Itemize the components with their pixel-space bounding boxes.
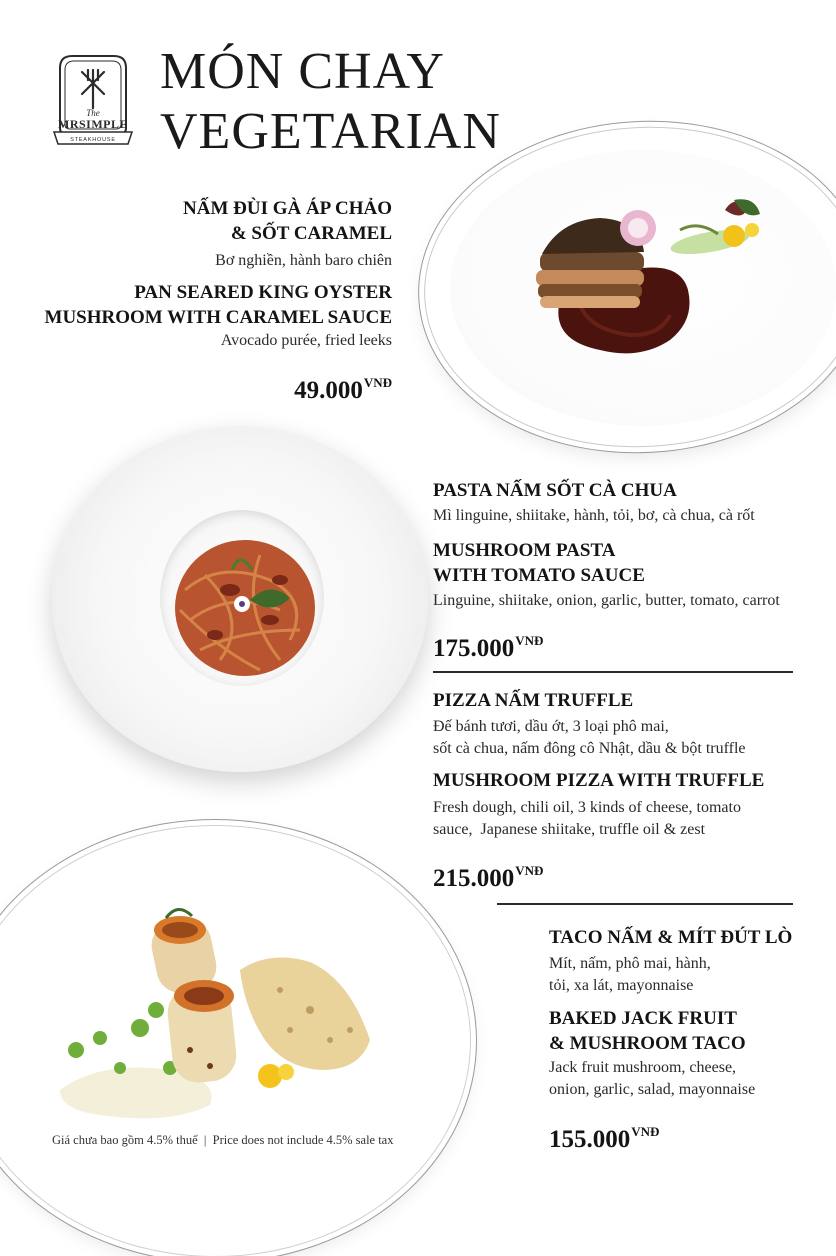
item-4-name-en-line-1: BAKED JACK FRUIT	[549, 1008, 737, 1029]
item-1-name-english	[45, 280, 392, 330]
item-4-price	[549, 1117, 659, 1155]
item-4-description-vietnamese	[549, 953, 711, 997]
item-4-price-value: 155.000	[549, 1126, 631, 1153]
logo-subtitle: STEAKHOUSE	[70, 137, 116, 143]
item-4-description-english	[549, 1057, 755, 1101]
item-1-name-en-line-2: MUSHROOM WITH CARAMEL SAUCE	[44, 307, 392, 328]
mrsimple-logo	[52, 50, 134, 156]
logo-script: The	[86, 108, 100, 118]
item-3-currency: VNĐ	[515, 863, 544, 878]
item-3-price-value: 215.000	[433, 865, 515, 892]
logo-wordmark: MRSIMPLE	[58, 117, 128, 131]
item-3-price	[433, 856, 543, 894]
item-4-desc-vi-line-2: tỏi, xa lát, mayonnaise	[549, 977, 694, 994]
item-4-desc-en-line-2: onion, garlic, salad, mayonnaise	[549, 1081, 756, 1098]
fork-knife-icon	[82, 70, 104, 108]
taco-wrap-2	[165, 980, 239, 1085]
page-title-vietnamese: MÓN CHAY	[160, 43, 445, 100]
tax-footnote: Giá chưa bao gồm 4.5% thuế | Price does not include 4.5% sale tax	[52, 1133, 394, 1147]
item-2-currency: VNĐ	[515, 633, 544, 648]
item-1-name-vi-line-1: NẤM ĐÙI GÀ ÁP CHẢO	[183, 198, 392, 219]
item-2-price-value: 175.000	[433, 635, 515, 662]
item-1-name-en-line-1: PAN SEARED KING OYSTER	[134, 282, 392, 303]
item-4-currency: VNĐ	[631, 1124, 660, 1139]
item-3-desc-vi-line-2: sốt cà chua, nấm đông cô Nhật, dầu & bột truffle	[433, 740, 746, 757]
jackfruit-taco-dish-photo	[60, 900, 390, 1120]
item-3-desc-en-line-1: Fresh dough, chili oil, 3 kinds of cheese, tomato	[433, 799, 741, 816]
item-1-description-vietnamese: Bơ nghiền, hành baro chiên	[215, 252, 392, 269]
item-2-name-vietnamese: PASTA NẤM SỐT CÀ CHUA	[433, 480, 677, 501]
item-4-desc-vi-line-1: Mít, nấm, phô mai, hành,	[549, 955, 711, 972]
item-2-name-en-line-2: WITH TOMATO SAUCE	[433, 565, 645, 586]
item-3-name-english: MUSHROOM PIZZA WITH TRUFFLE	[433, 770, 765, 791]
item-3-desc-vi-line-1: Đế bánh tươi, dầu ớt, 3 loại phô mai,	[433, 718, 669, 735]
item-1-description-english: Avocado purée, fried leeks	[220, 332, 392, 349]
item-1-currency: VNĐ	[363, 375, 392, 390]
item-4-name-en-line-2: & MUSHROOM TACO	[549, 1033, 746, 1054]
item-3-description-english	[433, 797, 741, 841]
item-3-desc-en-line-2: sauce, Japanese shiitake, truffle oil & zest	[433, 821, 706, 838]
item-2-description-english: Linguine, shiitake, onion, garlic, butter, tomato, carrot	[433, 592, 780, 609]
taco-wrap-3	[240, 958, 370, 1071]
king-oyster-dish-photo	[520, 190, 790, 380]
section-divider	[433, 671, 793, 673]
item-3-name-vietnamese: PIZZA NẤM TRUFFLE	[433, 690, 634, 711]
item-1-price	[294, 368, 392, 406]
item-2-name-english	[433, 538, 645, 588]
item-1-price-value: 49.000	[294, 377, 363, 404]
item-4-name-vietnamese: TACO NẤM & MÍT ĐÚT LÒ	[549, 927, 793, 948]
mushroom-pasta-dish-photo	[160, 520, 330, 690]
item-1-name-vi-line-2: & SỐT CARAMEL	[230, 223, 392, 244]
section-divider	[497, 903, 793, 905]
item-1-name-vietnamese	[183, 196, 392, 246]
item-4-name-english	[549, 1006, 746, 1056]
item-4-desc-en-line-1: Jack fruit mushroom, cheese,	[549, 1059, 737, 1076]
page-title-english: VEGETARIAN	[160, 103, 501, 160]
item-3-description-vietnamese	[433, 716, 746, 760]
item-2-name-en-line-1: MUSHROOM PASTA	[433, 540, 616, 561]
item-2-description-vietnamese: Mì linguine, shiitake, hành, tỏi, bơ, cà chua, cà rốt	[433, 507, 755, 524]
item-2-price	[433, 626, 543, 664]
